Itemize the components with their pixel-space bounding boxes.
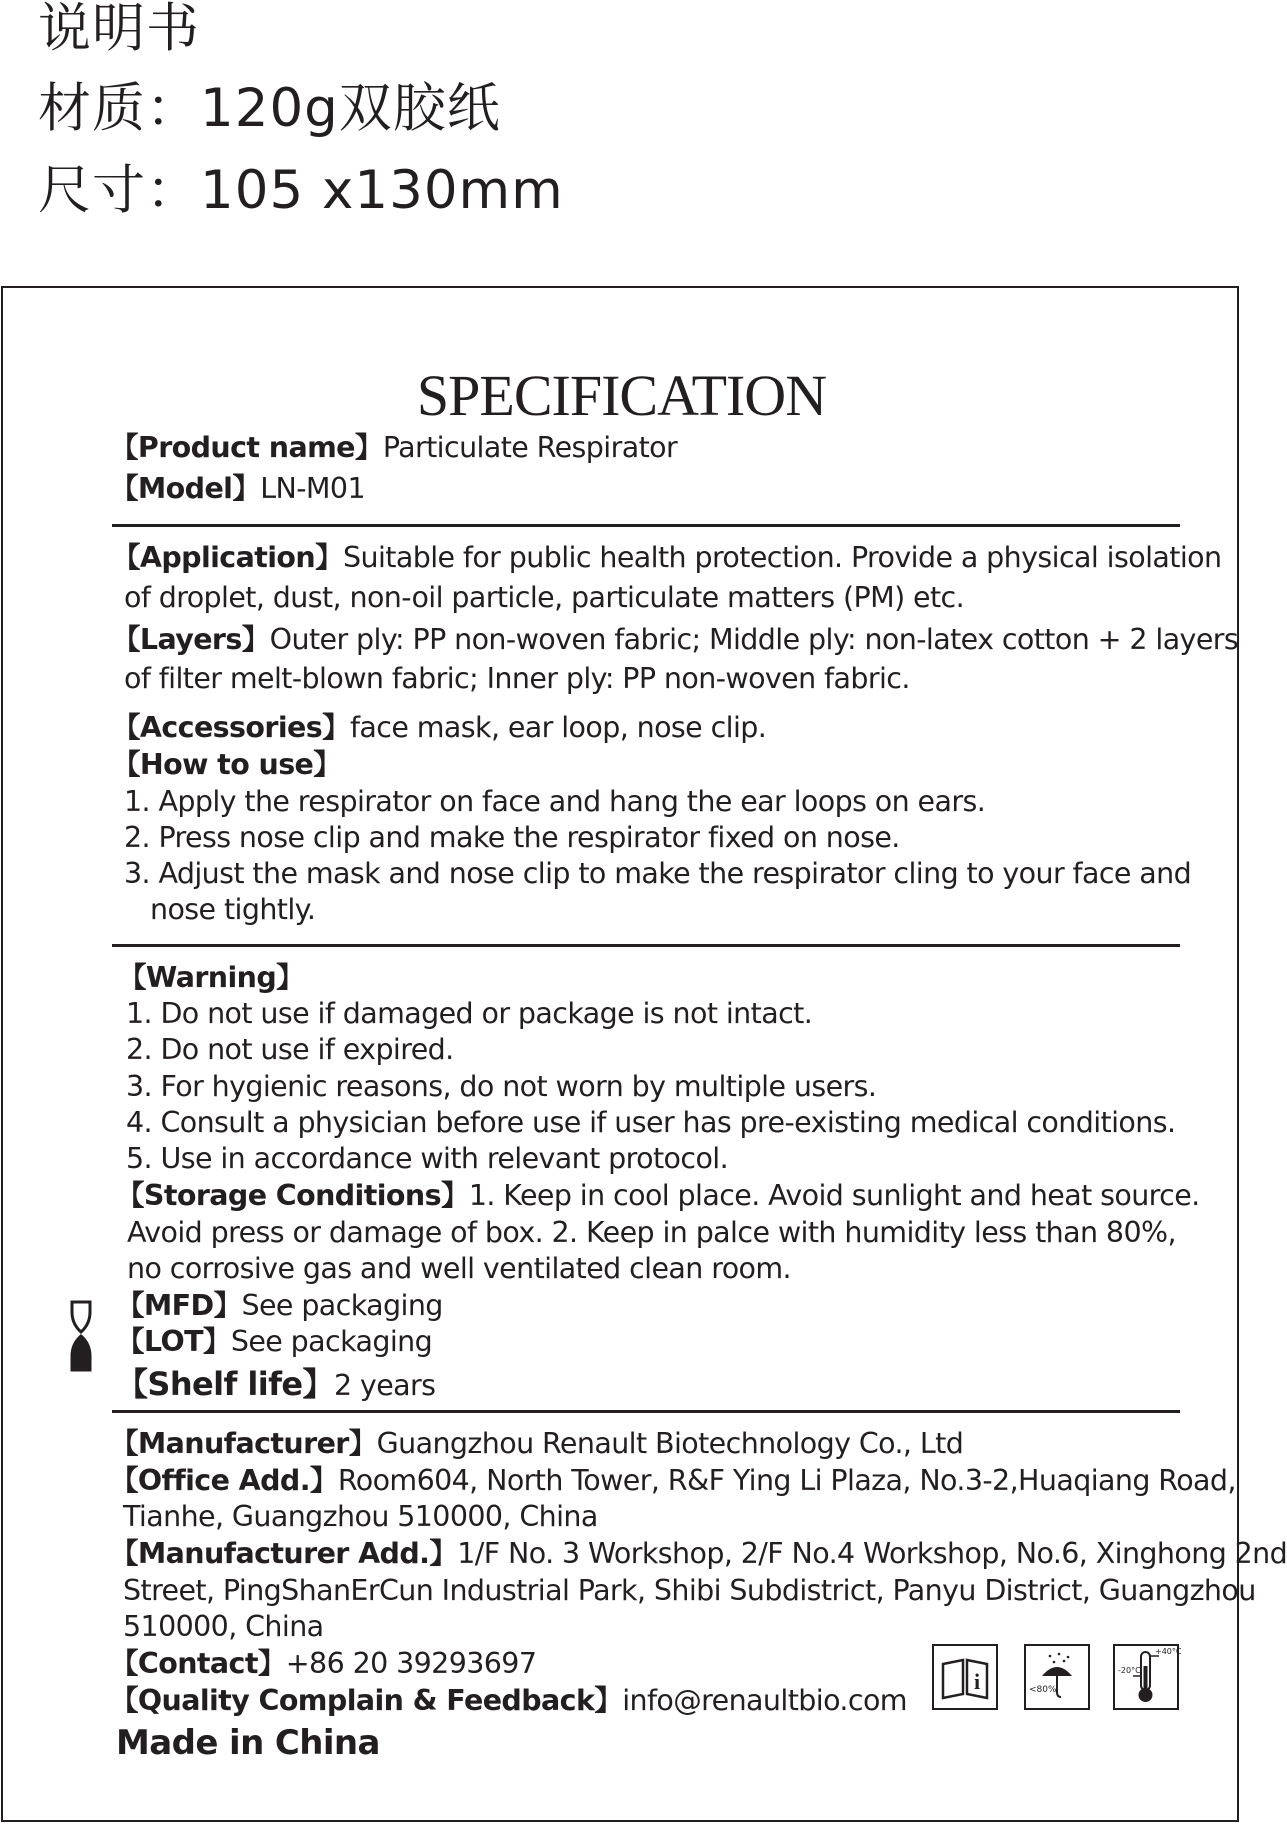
storage-line2: Avoid press or damage of box. 2. Keep in palce with humidity less than 80%,: [127, 1216, 1176, 1249]
manufacturer-row: [110, 1427, 964, 1460]
contact-row: [110, 1647, 537, 1680]
contact-label: 【Contact】: [110, 1647, 286, 1680]
product-value: Particulate Respirator: [382, 431, 678, 464]
mfd-label: 【MFD】: [116, 1289, 242, 1322]
how-to-use-step: 1. Apply the respirator on face and hang the ear loops on ears.: [124, 785, 986, 818]
accessories-value: face mask, ear loop, nose clip.: [350, 711, 767, 744]
storage-line1: 1. Keep in cool place. Avoid sunlight and heat source.: [468, 1179, 1200, 1212]
instructions-icon: [932, 1644, 998, 1710]
warning-item: 3. For hygienic reasons, do not worn by multiple users.: [126, 1070, 877, 1103]
humidity-icon: [1024, 1644, 1090, 1710]
application-line2: of droplet, dust, non-oil particle, particulate matters (PM) etc.: [124, 581, 965, 614]
application-line1: Suitable for public health protection. Provide a physical isolation: [343, 541, 1222, 574]
hourglass-icon: [68, 1298, 94, 1374]
product-row: [110, 431, 678, 464]
temp-low-label: -20°C: [1118, 1666, 1141, 1675]
warning-item: 2. Do not use if expired.: [126, 1033, 454, 1066]
layers-row: [112, 623, 1239, 656]
layers-line2: of filter melt-blown fabric; Inner ply: PP non-woven fabric.: [124, 662, 910, 695]
temp-high-label: +40°C: [1155, 1647, 1182, 1656]
model-row: [110, 472, 365, 505]
shelf-life-row: [116, 1365, 436, 1403]
page-title: SPECIFICATION: [416, 363, 827, 428]
info-glyph: i: [973, 1669, 981, 1694]
lot-label: 【LOT】: [116, 1325, 231, 1358]
temperature-icon: [1113, 1644, 1182, 1710]
warning-label: 【Warning】: [118, 961, 305, 994]
warning-heading: [118, 961, 305, 994]
layers-line1: Outer ply: PP non-woven fabric; Middle ply: non-latex cotton + 2 layers: [269, 623, 1239, 656]
lot-row: [116, 1325, 433, 1358]
how-to-use-heading: [112, 748, 342, 781]
header-material: 材质：120g双胶纸: [38, 78, 501, 139]
mfd-value: See packaging: [241, 1289, 443, 1322]
warning-item: 4. Consult a physician before use if user has pre-existing medical conditions.: [126, 1106, 1176, 1139]
layers-label: 【Layers】: [112, 623, 270, 656]
office-label: 【Office Add.】: [110, 1464, 338, 1497]
manufacturer-label: 【Manufacturer】: [110, 1427, 377, 1460]
office-row: [110, 1464, 1236, 1497]
shelf-life-value: 2 years: [333, 1369, 436, 1402]
humidity-label: <80%: [1029, 1685, 1057, 1695]
made-in-china: Made in China: [116, 1723, 380, 1763]
header-title: 说明书: [38, 0, 200, 59]
how-to-use-step: nose tightly.: [150, 893, 316, 926]
product-label: 【Product name】: [110, 431, 383, 464]
manufacturer-address-line1: 1/F No. 3 Workshop, 2/F No.4 Workshop, No.6, Xinghong 2nd: [457, 1537, 1287, 1570]
header-size: 尺寸：105 x130mm: [38, 160, 564, 221]
office-line1: Room604, North Tower, R&F Ying Li Plaza, No.3-2,Huaqiang Road,: [337, 1464, 1236, 1497]
accessories-row: [112, 711, 767, 744]
manufacturer-address-label: 【Manufacturer Add.】: [110, 1537, 458, 1570]
office-line2: Tianhe, Guangzhou 510000, China: [123, 1500, 598, 1533]
manufacturer-value: Guangzhou Renault Biotechnology Co., Ltd: [376, 1427, 964, 1460]
how-to-use-step: 2. Press nose clip and make the respirator fixed on nose.: [124, 821, 900, 854]
feedback-row: [110, 1684, 907, 1717]
manufacturer-address-line3: 510000, China: [123, 1610, 324, 1643]
manufacturer-address-line2: Street, PingShanErCun Industrial Park, Shibi Subdistrict, Panyu District, Guangzhou: [123, 1574, 1256, 1607]
application-label: 【Application】: [112, 541, 343, 574]
shelf-life-label: 【Shelf life】: [116, 1365, 334, 1403]
storage-row: [116, 1179, 1200, 1212]
lot-value: See packaging: [230, 1325, 433, 1358]
how-to-use-label: 【How to use】: [112, 748, 342, 781]
storage-label: 【Storage Conditions】: [116, 1179, 469, 1212]
warning-item: 1. Do not use if damaged or package is not intact.: [126, 997, 813, 1030]
feedback-value: info@renaultbio.com: [622, 1684, 907, 1717]
contact-value: +86 20 39293697: [285, 1647, 537, 1680]
application-row: [112, 541, 1222, 574]
mfd-row: [116, 1289, 443, 1322]
feedback-label: 【Quality Complain & Feedback】: [110, 1684, 623, 1717]
storage-line3: no corrosive gas and well ventilated clean room.: [127, 1252, 792, 1285]
model-label: 【Model】: [110, 472, 261, 505]
divider-3: [112, 1410, 1180, 1413]
divider-2: [112, 944, 1180, 947]
how-to-use-step: 3. Adjust the mask and nose clip to make the respirator cling to your face and: [124, 857, 1192, 890]
divider-1: [112, 524, 1180, 527]
manufacturer-address-row: [110, 1537, 1287, 1570]
model-value: LN-M01: [260, 472, 365, 505]
accessories-label: 【Accessories】: [112, 711, 350, 744]
warning-item: 5. Use in accordance with relevant protocol.: [126, 1142, 729, 1175]
